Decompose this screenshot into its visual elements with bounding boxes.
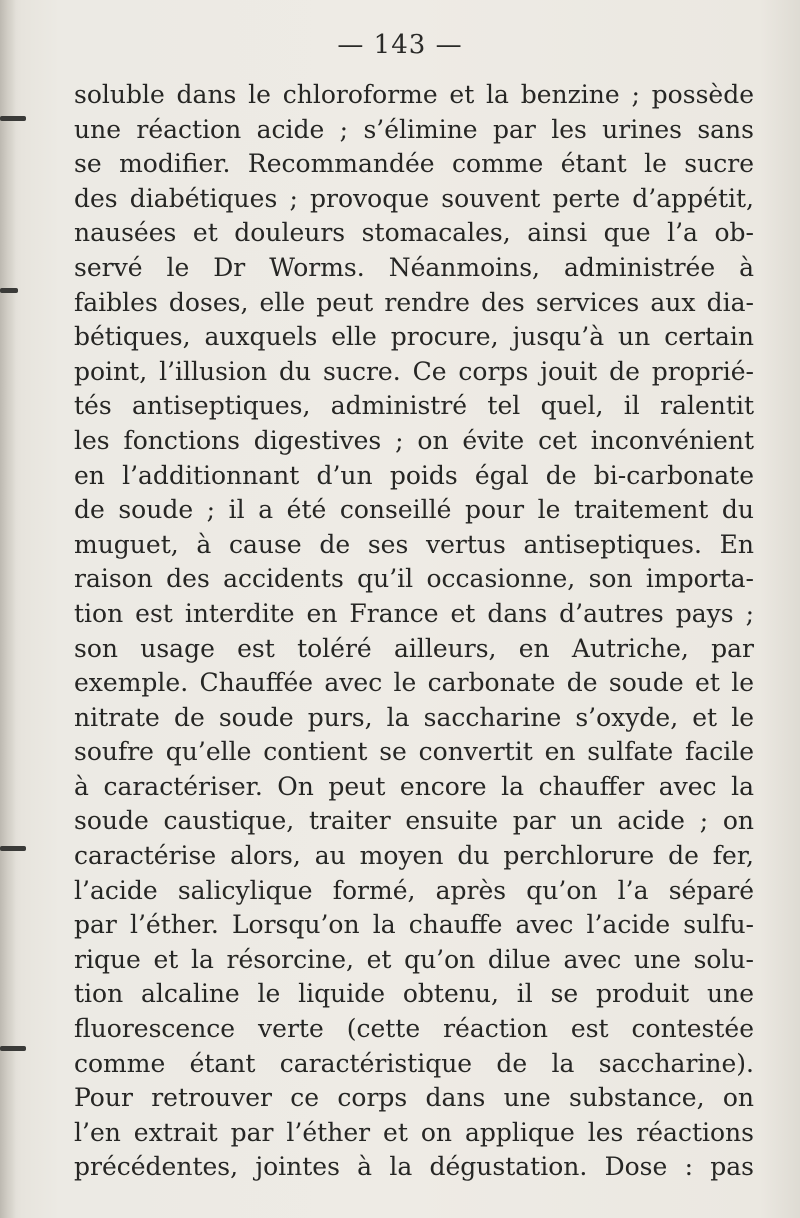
binding-stitch: [0, 1046, 26, 1051]
text-line: servé le Dr Worms. Néanmoins, administrée à: [74, 252, 754, 282]
text-line: se modifier. Recommandée comme étant le sucre: [74, 149, 754, 179]
text-line: rique et la résorcine, et qu’on dilue avec une solu-: [74, 944, 754, 974]
text-line: raison des accidents qu’il occasionne, son importa-: [74, 564, 754, 594]
text-line: tion est interdite en France et dans d’autres pays ;: [74, 598, 754, 628]
text-line: soufre qu’elle contient se convertit en sulfate facile: [74, 737, 754, 767]
text-line: soluble dans le chloroforme et la benzine ; possède: [74, 80, 754, 109]
text-line: soude caustique, traiter ensuite par un acide ; on: [74, 806, 754, 836]
text-line: des diabétiques ; provoque souvent perte d’appétit,: [74, 183, 754, 213]
text-line: nitrate de soude purs, la saccharine s’oxyde, et le: [74, 702, 754, 732]
binding-stitch: [0, 846, 26, 851]
binding-stitch: [0, 288, 18, 293]
text-line: de soude ; il a été conseillé pour le traitement du: [74, 495, 754, 525]
text-line: précédentes, jointes à la dégustation. Dose : pas: [74, 1152, 754, 1182]
text-line: fluorescence verte (cette réaction est contestée: [74, 1014, 754, 1044]
text-line: tés antiseptiques, administré tel quel, il ralentit: [74, 391, 754, 421]
text-line: tion alcaline le liquide obtenu, il se produit une: [74, 979, 754, 1009]
text-line: une réaction acide ; s’élimine par les urines sans: [74, 114, 754, 144]
text-line: exemple. Chauffée avec le carbonate de soude et le: [74, 668, 754, 698]
text-line: point, l’illusion du sucre. Ce corps jouit de proprié-: [74, 356, 754, 386]
text-line: son usage est toléré ailleurs, en Autriche, par: [74, 633, 754, 663]
text-line: l’en extrait par l’éther et on applique les réactions: [74, 1117, 754, 1147]
text-line: bétiques, auxquels elle procure, jusqu’à un certain: [74, 322, 754, 352]
page-body-text: [74, 78, 754, 1185]
text-line: muguet, à cause de ses vertus antiseptiques. En: [74, 529, 754, 559]
page-number: — 143 —: [337, 30, 463, 60]
text-line: en l’additionnant d’un poids égal de bi-carbonate: [74, 460, 754, 490]
text-line: par l’éther. Lorsqu’on la chauffe avec l’acide sulfu-: [74, 910, 754, 940]
page-binding: [0, 0, 16, 1218]
text-line: à caractériser. On peut encore la chauffer avec la: [74, 771, 754, 801]
text-line: comme étant caractéristique de la saccharine).: [74, 1048, 754, 1078]
text-line: caractérise alors, au moyen du perchlorure de fer,: [74, 841, 754, 871]
text-line: faibles doses, elle peut rendre des services aux dia-: [74, 287, 754, 317]
text-line: Pour retrouver ce corps dans une substance, on: [74, 1083, 754, 1113]
text-line: l’acide salicylique formé, après qu’on l’a séparé: [74, 875, 754, 905]
binding-stitch: [0, 116, 26, 121]
text-line: nausées et douleurs stomacales, ainsi que l’a ob-: [74, 218, 754, 248]
text-line: les fonctions digestives ; on évite cet inconvénient: [74, 425, 754, 455]
